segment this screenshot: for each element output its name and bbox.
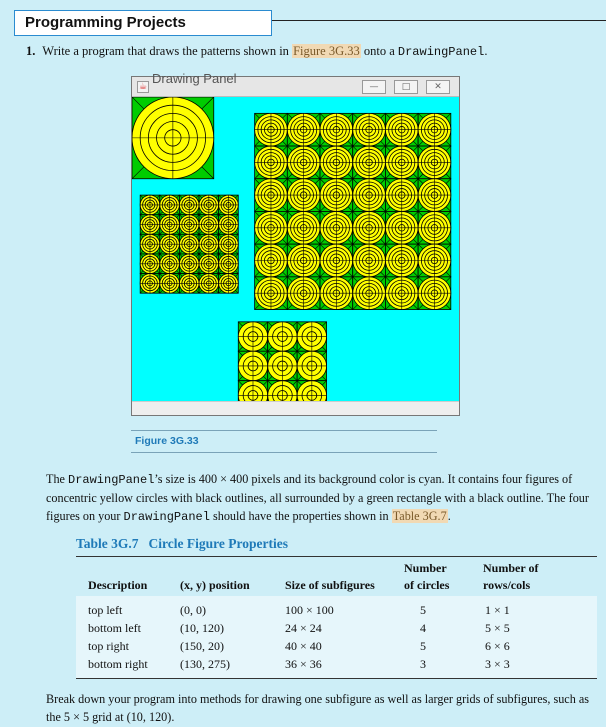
cell-rowscols: 3 × 3 — [485, 657, 510, 671]
header-rowscols-1: Number of — [483, 561, 539, 575]
cell-size: 24 × 24 — [285, 621, 322, 635]
cell-rowscols: 5 × 5 — [485, 621, 510, 635]
cell-position: (130, 275) — [180, 657, 230, 671]
status-bar — [132, 401, 459, 415]
problem-number: 1. — [26, 44, 36, 58]
figure-caption: Figure 3G.33 — [135, 435, 199, 447]
header-circles-2: of circles — [404, 578, 450, 592]
java-app-icon: ☕ — [138, 82, 148, 92]
class-name-code: DrawingPanel — [68, 473, 155, 487]
problem-text-before: Write a program that draws the patterns shown in — [42, 44, 289, 58]
cell-size: 36 × 36 — [285, 657, 322, 671]
cell-circles: 3 — [420, 657, 426, 671]
description-paragraph — [46, 470, 602, 526]
cell-rowscols: 1 × 1 — [485, 603, 510, 617]
cell-position: (0, 0) — [180, 603, 206, 617]
close-button[interactable]: ✕ — [426, 80, 450, 94]
problem-text-mid: onto a — [363, 44, 395, 58]
minimize-button[interactable]: — — [362, 80, 386, 94]
table-caption: Circle Figure Properties — [148, 536, 288, 551]
cell-size: 100 × 100 — [285, 603, 334, 617]
cell-circles: 5 — [420, 603, 426, 617]
table-label: Table 3G.7 — [76, 536, 139, 551]
para-text-1: The — [46, 472, 65, 486]
header-size: Size of subfigures — [285, 578, 375, 592]
section-rule — [272, 20, 606, 21]
cell-description: top left — [88, 603, 123, 617]
cell-position: (10, 120) — [180, 621, 224, 635]
class-name-code: DrawingPanel — [397, 45, 485, 59]
table-title — [76, 536, 288, 552]
problem-text-after: . — [484, 44, 488, 58]
cell-description: bottom left — [88, 621, 141, 635]
figure-rule-top — [131, 430, 437, 431]
figures-drawing — [132, 97, 459, 401]
cell-position: (150, 20) — [180, 639, 224, 653]
header-circles-1: Number — [404, 561, 447, 575]
window-title: Drawing Panel — [152, 71, 237, 86]
table-link[interactable]: Table 3G.7 — [392, 509, 447, 523]
header-rowscols-2: rows/cols — [483, 578, 531, 592]
drawing-panel-window — [131, 71, 460, 416]
section-header — [14, 10, 272, 36]
para-text-3: should have the properties shown in — [212, 509, 389, 523]
class-name-code: DrawingPanel — [123, 510, 210, 524]
cell-circles: 4 — [420, 621, 426, 635]
table-rule-bottom — [76, 678, 597, 679]
para-text-4: . — [447, 509, 451, 523]
cell-rowscols: 6 × 6 — [485, 639, 510, 653]
table-rule-top — [76, 556, 597, 557]
cell-description: top right — [88, 639, 129, 653]
figure-link[interactable]: Figure 3G.33 — [293, 44, 360, 58]
problem-statement — [26, 44, 487, 59]
window-titlebar[interactable] — [132, 71, 459, 97]
figure-rule-bottom — [131, 452, 437, 453]
para-text-2: ’s size is 400 × 400 pixels and its background color is cyan. It contains four figures of concentric yellow circles with black outlines, all surrounded by a green rectangle with a black outline. The four figures on your — [46, 472, 589, 523]
cell-circles: 5 — [420, 639, 426, 653]
maximize-button[interactable]: □ — [394, 80, 418, 94]
closing-paragraph: Break down your program into methods for drawing one subfigure as well as larger grids of subfigures, such as the 5 × 5 grid at (10, 120). — [46, 692, 590, 724]
cell-size: 40 × 40 — [285, 639, 322, 653]
section-title: Programming Projects — [25, 14, 186, 31]
cell-description: bottom right — [88, 657, 148, 671]
drawing-canvas — [132, 97, 459, 401]
table-body — [76, 596, 597, 678]
header-position: (x, y) position — [180, 578, 250, 592]
header-description: Description — [88, 578, 148, 592]
